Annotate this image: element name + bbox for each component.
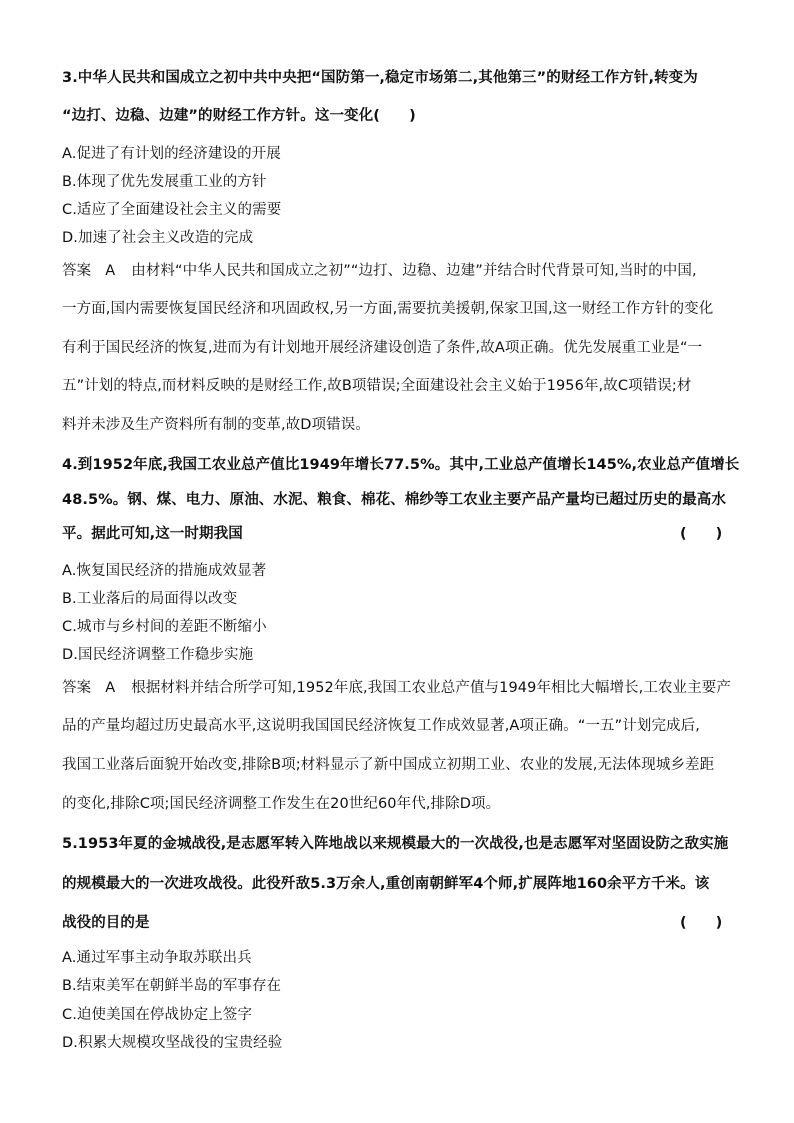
question-stem-line: “边打、边稳、边建”的财经工作方针。这一变化( ) [62,108,416,124]
answer-explanation-line: 有利于国民经济的恢复,进而为有计划地开展经济建设创造了条件,故A项正确。优先发展重工业是“一 [62,340,703,356]
question-stem-line: 3.中华人民共和国成立之初中共中央把“国防第一,稳定市场第二,其他第三”的财经工作方针,转变为 [62,70,698,86]
answer-first-line [62,678,731,698]
answer-explanation-line: 料并未涉及生产资料所有制的变革,故D项错误。 [62,417,370,433]
answer-explanation-line: 我国工业落后面貌开始改变,排除B项;材料显示了新中国成立初期工业、农业的发展,无法体现城乡差距 [62,757,715,773]
option-c: C.迫使美国在停战协定上签字 [62,1007,253,1023]
answer-label: 答案 [62,263,92,279]
answer-blank: ( ) [680,915,723,931]
option-a: A.恢复国民经济的措施成效显著 [62,563,267,579]
option-a: A.通过军事主动争取苏联出兵 [62,950,252,966]
question-stem-line: 5.1953年夏的金城战役,是志愿军转入阵地战以来规模最大的一次战役,也是志愿军对坚固设防之敌实施 [62,836,729,852]
option-b: B.结束美军在朝鲜半岛的军事存在 [62,978,282,994]
answer-blank: ( ) [680,526,723,542]
question-stem-line: 战役的目的是 [62,915,150,931]
answer-explanation: 由材料“中华人民共和国成立之初”“边打、边稳、边建”并结合时代背景可知,当时的中国, [131,263,697,279]
option-c: C.城市与乡村间的差距不断缩小 [62,619,267,635]
option-d: D.国民经济调整工作稳步实施 [62,647,254,663]
answer-letter: A [105,680,116,696]
answer-label: 答案 [62,680,92,696]
question-stem-line: 48.5%。钢、煤、电力、原油、水泥、粮食、棉花、棉纱等工农业主要产品产量均已超过历史的最高水 [62,492,726,508]
option-d: D.加速了社会主义改造的完成 [62,230,254,246]
question-stem-line: 4.到1952年底,我国工农业总产值比1949年增长77.5%。其中,工业总产值增长145%,农业总产值增长 [62,457,740,473]
answer-explanation-line: 品的产量均超过历史最高水平,这说明我国国民经济恢复工作成效显著,A项正确。“一五”计划完成后, [62,718,700,734]
answer-letter: A [105,263,116,279]
option-b: B.工业落后的局面得以改变 [62,591,238,607]
question-stem-line: 的规模最大的一次进攻战役。此役歼敌5.3万余人,重创南朝鲜军4个师,扩展阵地160余平方千米。该 [62,876,710,892]
question-stem-line: 平。据此可知,这一时期我国 [62,526,243,542]
answer-explanation-line: 一方面,国内需要恢复国民经济和巩固政权,另一方面,需要抗美援朝,保家卫国,这一财经工作方针的变化 [62,301,714,317]
option-c: C.适应了全面建设社会主义的需要 [62,202,282,218]
answer-explanation-line: 的变化,排除C项;国民经济调整工作发生在20世纪60年代,排除D项。 [62,796,501,812]
answer-explanation: 根据材料并结合所学可知,1952年底,我国工农业总产值与1949年相比大幅增长,工农业主要产 [131,680,731,696]
answer-explanation-line: 五”计划的特点,而材料反映的是财经工作,故B项错误;全面建设社会主义始于1956年,故C项错误;材 [62,378,692,394]
option-a: A.促进了有计划的经济建设的开展 [62,146,281,162]
answer-first-line [62,261,697,281]
option-b: B.体现了优先发展重工业的方针 [62,174,267,190]
option-d: D.积累大规模攻坚战役的宝贵经验 [62,1035,283,1051]
